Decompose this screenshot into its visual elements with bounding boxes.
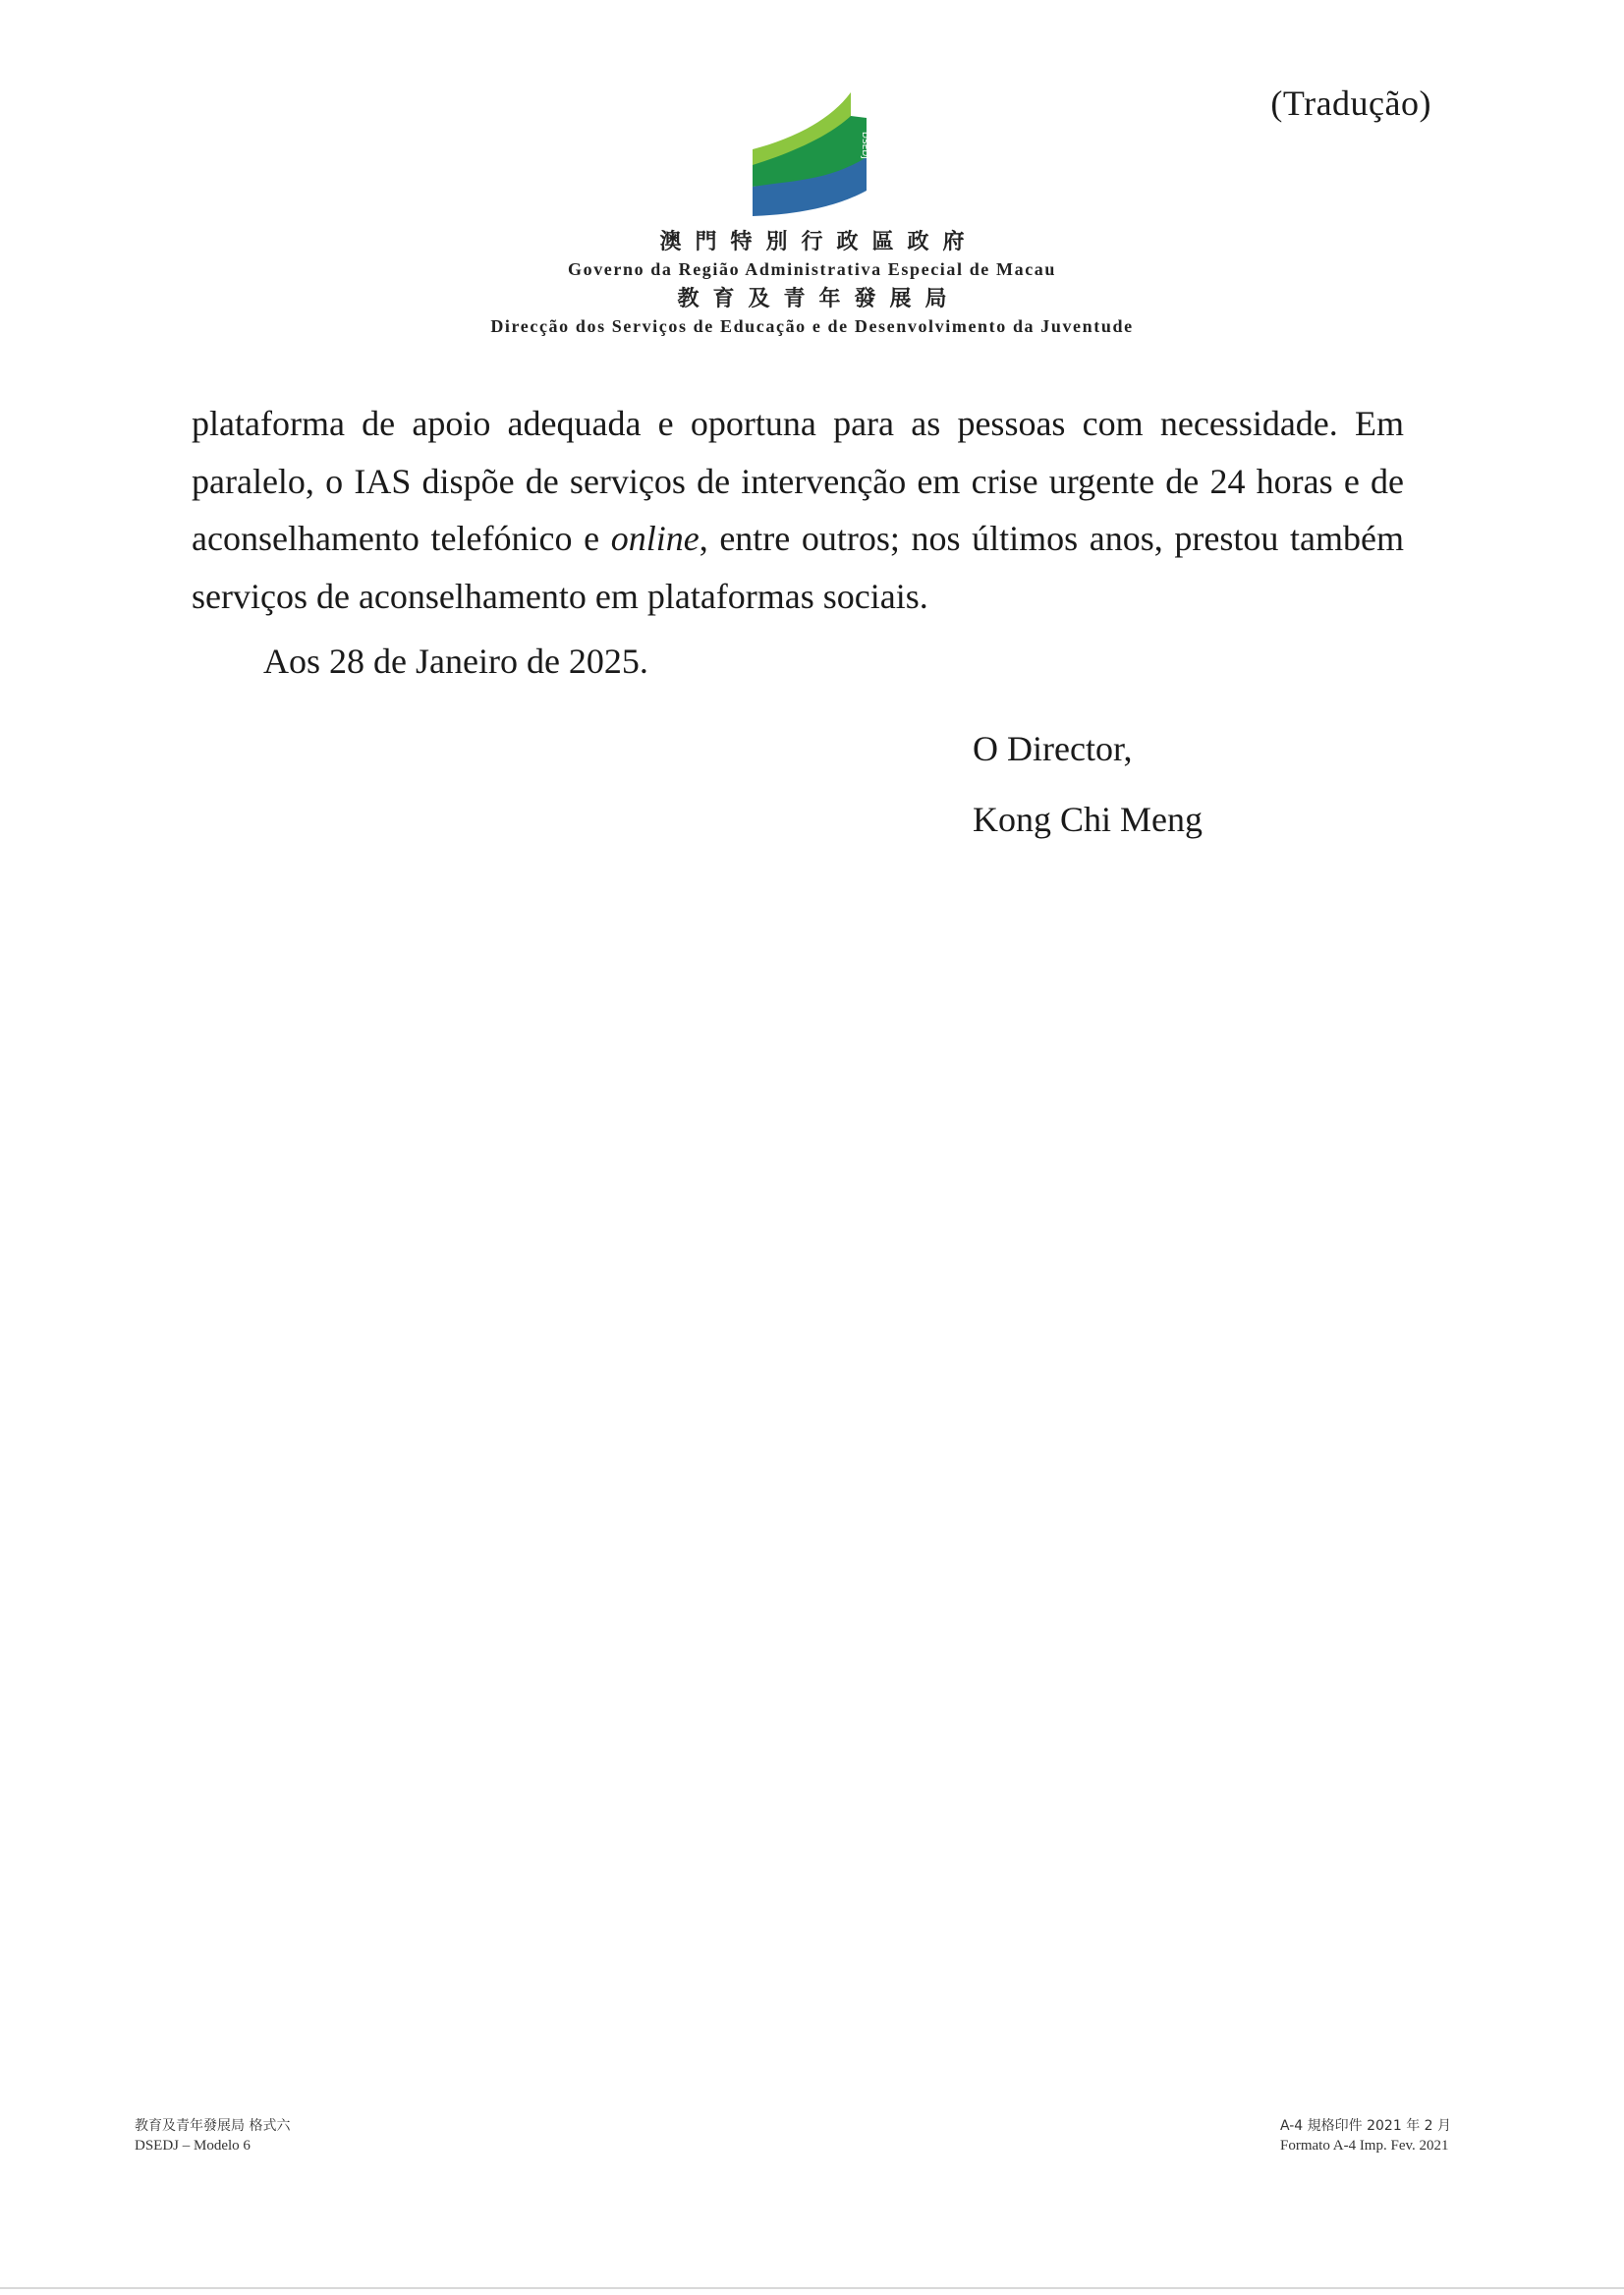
body-text-italic-word: online <box>610 519 700 558</box>
signature-block <box>973 713 1203 855</box>
dsedj-logo-icon <box>751 92 888 218</box>
footer-right <box>1280 2116 1451 2155</box>
government-name-zh: 澳門特別行政區政府 <box>659 230 979 254</box>
footer-left <box>135 2116 290 2155</box>
svg-text:DSEDJ: DSEDJ <box>860 132 869 159</box>
page-bottom-rule <box>0 2287 1624 2289</box>
translation-note: (Tradução) <box>1270 84 1431 123</box>
footer-left-zh: 教育及青年發展局 格式六 <box>135 2118 291 2134</box>
footer-right-zh: A-4 規格印件 2021 年 2 月 <box>1279 2118 1451 2134</box>
signature-title: O Director, <box>973 729 1133 768</box>
signature-name: Kong Chi Meng <box>973 800 1203 839</box>
date-line: Aos 28 de Janeiro de 2025. <box>263 642 648 681</box>
dsedj-logo <box>751 92 888 218</box>
logo-letters <box>860 132 869 159</box>
department-name-pt: Direcção dos Serviços de Educação e de Desenvolvimento da Juventude <box>490 316 1134 336</box>
government-name-pt: Governo da Região Administrativa Especial de Macau <box>568 259 1056 279</box>
letterhead <box>0 228 1624 342</box>
body-paragraph <box>192 395 1404 625</box>
footer-left-pt: DSEDJ – Modelo 6 <box>135 2138 251 2154</box>
department-name-zh: 教育及青年發展局 <box>677 287 961 311</box>
footer-right-pt: Formato A-4 Imp. Fev. 2021 <box>1279 2138 1449 2154</box>
body-text-part2: , entre outros; nos últimos anos, prestou também serviços de aconselhamento em plataformas sociais. <box>192 519 1404 616</box>
body-paragraph-text <box>192 395 1404 625</box>
body-text-part1: plataforma de apoio adequada e oportuna para as pessoas com necessidade. Em paralelo, o IAS dispõe de serviços de intervenção em crise urgente de 24 horas e de aconselhamento telefónico e <box>192 404 1404 558</box>
